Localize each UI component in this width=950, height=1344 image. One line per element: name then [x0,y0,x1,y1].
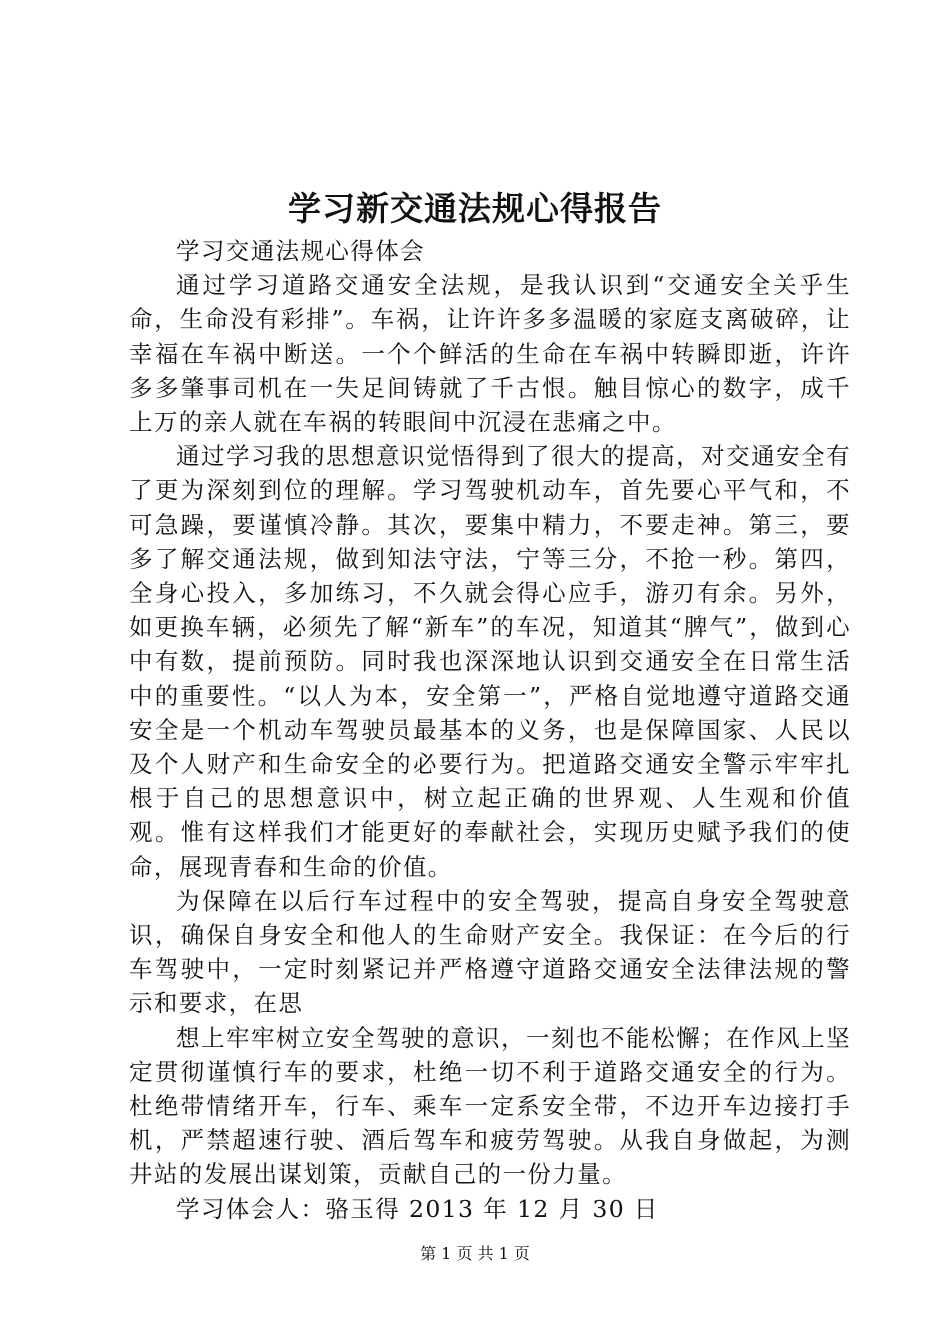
paragraph: 通过学习道路交通安全法规，是我认识到“交通安全关乎生命，生命没有彩排”。车祸，让许许多多温暖的家庭支离破碎，让幸福在车祸中断送。一个个鲜活的生命在车祸中转瞬即逝，许许多多肇事司机在一失足间铸就了千古恨。触目惊心的数字，成千上万的亲人就在车祸的转眼间中沉浸在悲痛之中。 [129,271,851,437]
paragraph: 为保障在以后行车过程中的安全驾驶，提高自身安全驾驶意识，确保自身安全和他人的生命财产安全。我保证：在今后的行车驾驶中，一定时刻紧记并严格遵守道路交通安全法律法规的警示和要求，在思 [129,886,851,1018]
document-body [129,234,851,1226]
page-number-footer: 第 1 页 共 1 页 [420,1244,530,1263]
paragraph-subtitle: 学习交通法规心得体会 [176,237,425,265]
paragraph: 通过学习我的思想意识觉悟得到了很大的提高，对交通安全有了更为深刻到位的理解。学习驾驶机动车，首先要心平气和，不可急躁，要谨慎冷静。其次，要集中精力，不要走神。第三，要多了解交通法规，做到知法守法，宁等三分，不抢一秒。第四，全身心投入，多加练习，不久就会得心应手，游刃有余。另外，如更换车辆，必须先了解“新车”的车况，知道其“脾气”，做到心中有数，提前预防。同时我也深深地认识到交通安全在日常生活中的重要性。“以人为本，安全第一”，严格自觉地遵守道路交通安全是一个机动车驾驶员最基本的义务，也是保障国家、人民以及个人财产和生命安全的必要行为。把道路交通安全警示牢牢扎根于自己的思想意识中，树立起正确的世界观、人生观和价值观。惟有这样我们才能更好的奉献社会，实现历史赋予我们的使命，展现青春和生命的价值。 [129,442,851,881]
paragraph: 想上牢牢树立安全驾驶的意识，一刻也不能松懈；在作风上坚定贯彻谨慎行车的要求，杜绝一切不利于道路交通安全的行为。杜绝带情绪开车，行车、乘车一定系安全带，不边开车边接打手机，严禁超速行驶、酒后驾车和疲劳驾驶。从我自身做起，为测井站的发展出谋划策，贡献自己的一份力量。 [129,1023,851,1189]
signature-line: 学习体会人：骆玉得 2013 年 12 月 30 日 [176,1194,659,1223]
document-title: 学习新交通法规心得报告 [288,189,662,228]
